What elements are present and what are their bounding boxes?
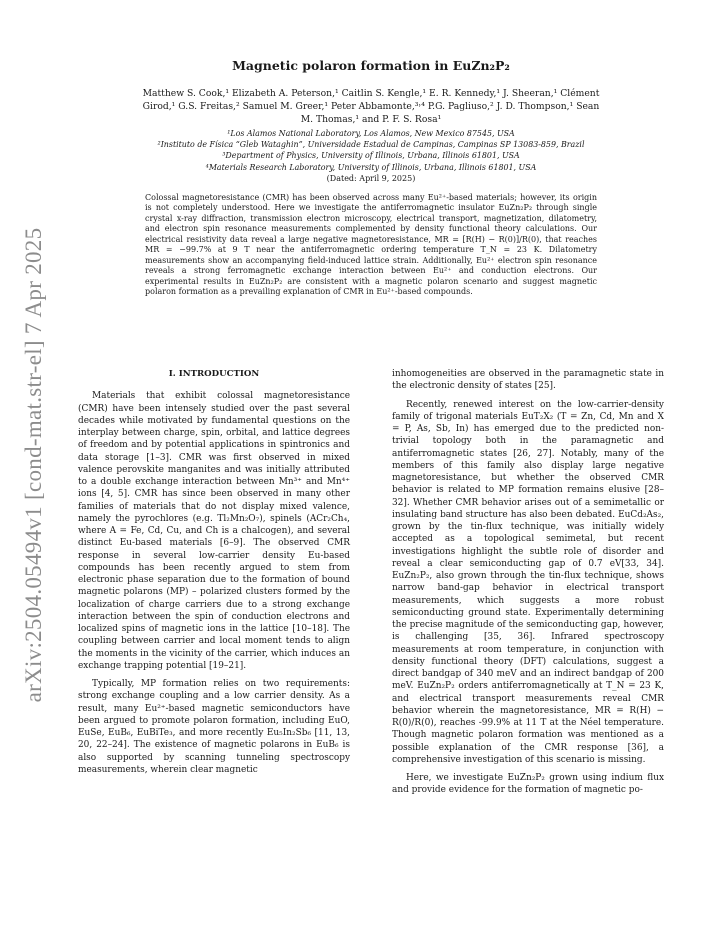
affiliation-4: ⁴Materials Research Laboratory, University of Illinois, Urbana, Illinois 61801, USA	[205, 162, 537, 172]
date-line: (Dated: April 9, 2025)	[326, 173, 416, 183]
body-columns	[78, 368, 664, 797]
author-list: Matthew S. Cook,¹ Elizabeth A. Peterson,¹ Caitlin S. Kengle,¹ E. R. Kennedy,¹ J. Sheeran,¹ Clément Girod,¹ G.S. Freitas,² Samuel M. Greer,¹ Peter Abbamonte,³˒⁴ P.G. Pagliuso,² J. D. Thompson,¹ Sean M. Thomas,¹ and P. F. S. Rosa¹	[142, 88, 600, 125]
paragraph: Typically, MP formation relies on two requirements: strong exchange coupling and a low carrier density. As a result, many Eu²⁺-based magnetic semiconductors have been argued to promote polaron formation, including EuO, EuSe, EuB₆, EuBiTe₃, and more recently Eu₅In₂Sb₆ [11, 13, 20, 22–24]. The existence of magnetic polarons in EuB₆ is also supported by scanning tunneling spectroscopy measurements, wherein clear magnetic	[78, 679, 350, 775]
affiliation-2: ²Instituto de Física “Gleb Wataghin”, Universidade Estadual de Campinas, Campinas SP 13083-859, Brazil	[157, 140, 585, 150]
affiliation-1: ¹Los Alamos National Laboratory, Los Alamos, New Mexico 87545, USA	[227, 129, 515, 138]
section-heading: I. INTRODUCTION	[168, 369, 260, 379]
paragraph: inhomogeneities are observed in the paramagnetic state in the electronic density of states [25].	[392, 369, 664, 392]
abstract: Colossal magnetoresistance (CMR) has been observed across many Eu²⁺-based materials; however, its origin is not completely understood. Here we investigate the antiferromagnetic insulator EuZn₂P₂ through single crystal x-ray diffraction, transmission electron microscopy, electrical transport, magnetization, dilatometry, and electron spin resonance measurements complemented by density functional theory calculations. Our electrical resistivity data reveal a large negative magnetoresistance, MR = [R(H) − R(0)]/R(0), that reaches MR = −99.7% at 9 T near the antiferromagnetic ordering temperature T_N = 23 K. Dilatometry measurements show an accompanying field-induced lattice strain. Additionally, Eu²⁺ electron spin resonance reveals a strong ferromagnetic exchange interaction between Eu²⁺ and conduction electrons. Our experimental results in EuZn₂P₂ are consistent with a magnetic polaron scenario and suggest magnetic polaron formation as a prevailing explanation of CMR in Eu²⁺-based compounds.	[145, 192, 597, 297]
paper-title: Magnetic polaron formation in EuZn₂P₂	[232, 58, 510, 73]
paragraph: Materials that exhibit colossal magnetoresistance (CMR) have been intensely studied over the past several decades while motivated by fundamental questions on the interplay between charge, spin, orbital, and lattice degrees of freedom and by potential applications in spintronics and data storage [1–3]. CMR was first observed in mixed valence perovskite manganites and was initially attributed to a double exchange interaction between Mn³⁺ and Mn⁴⁺ ions [4, 5]. CMR has since been observed in many other families of materials that do not display mixed valence, namely the pyrochlores (e.g. Tl₂Mn₂O₇), spinels (ACr₂Ch₄, where A = Fe, Cd, Cu, and Ch is a chalcogen), and several distinct Eu-based materials [6–9]. The observed CMR response in several low-carrier density Eu-based compounds has been recently argued to stem from electronic phase separation due to the formation of bound magnetic polarons (MP) – polarized clusters formed by the localization of charge carriers due to a strong exchange interaction between the spin of conduction electrons and localized spins of magnetic ions in the lattice [10–18]. The coupling between carrier and local moment tends to align the moments in the vicinity of the carrier, which induces an exchange trapping potential [19–21].	[78, 391, 350, 671]
paragraph: Recently, renewed interest on the low-carrier-density family of trigonal materials EuT₂X₂ (T = Zn, Cd, Mn and X = P, As, Sb, In) has emerged due to the predicted non-trivial topology both in the paramagnetic and antiferromagnetic states [26, 27]. Notably, many of the members of this family also display large negative magnetoresistance, but whether the observed CMR behavior is related to MP formation remains elusive [28–32]. Whether CMR behavior arises out of a semimetallic or insulating band structure has also been debated. EuCd₂As₂, grown by the tin-flux technique, was initially widely accepted as a topological semimetal, but recent investigations highlight the subtle role of disorder and reveal a clear semiconducting gap of 0.7 eV[33, 34]. EuZn₂P₂, also grown through the tin-flux technique, shows narrow band-gap behavior in electrical transport measurements, which suggests a more robust semiconducting ground state. Experimentally determining the precise magnitude of the semiconducting gap, however, is challenging [35, 36]. Infrared spectroscopy measurements at room temperature, in conjunction with density functional theory (DFT) calculations, suggest a direct bandgap of 340 meV and an indirect bandgap of 200 meV. EuZn₂P₂ orders antiferromagnetically at T_N = 23 K, and electrical transport measurements reveal CMR behavior wherein the magnetoresistance, MR = R(H) − R(0)/R(0), reaches -99.9% at 11 T at the Néel temperature. Though magnetic polaron formation was mentioned as a possible explanation of the CMR response [36], a comprehensive investigation of this scenario is missing.	[392, 399, 664, 765]
arxiv-sidebar	[8, 227, 60, 703]
paper-page	[78, 58, 664, 796]
left-column	[78, 368, 350, 797]
paragraph: Here, we investigate EuZn₂P₂ grown using indium flux and provide evidence for the formation of magnetic po-	[392, 773, 664, 796]
affiliation-3: ³Department of Physics, University of Illinois, Urbana, Illinois 61801, USA	[222, 151, 520, 161]
arxiv-identifier: arXiv:2504.05494v1 [cond-mat.str-el] 7 Apr 2025	[21, 227, 46, 703]
right-column	[392, 368, 664, 797]
affiliations	[78, 128, 664, 173]
